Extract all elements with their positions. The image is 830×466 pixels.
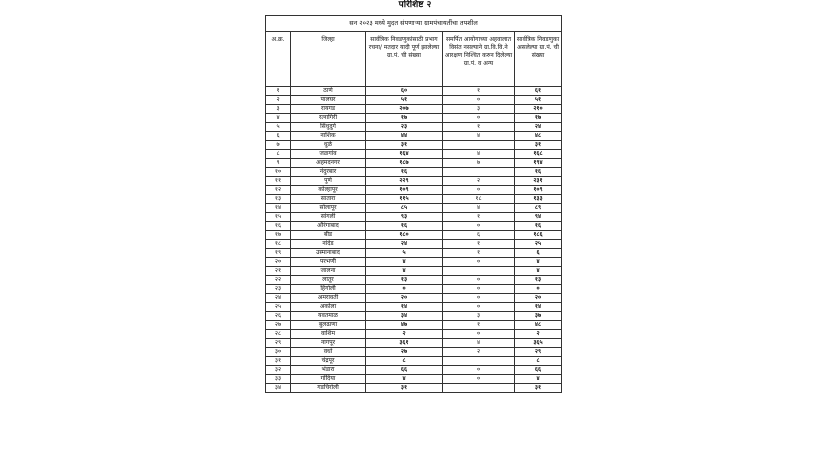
cell-district: सांगली (291, 213, 366, 222)
table-row (266, 159, 562, 168)
table-row (266, 339, 562, 348)
cell-serial: ३० (266, 348, 291, 357)
cell-reservation-count: ० (443, 276, 515, 285)
cell-district: सिंधुदुर्ग (291, 123, 366, 132)
table-caption: सन २०२३ मध्ये मुदत संपणाऱ्या ग्रामपंचायतींचा तपशील (266, 16, 562, 32)
cell-total-count: १९४ (515, 159, 562, 168)
cell-reservation-count: १ (443, 249, 515, 258)
table-row (266, 267, 562, 276)
cell-reservation-count (443, 267, 515, 276)
table-row (266, 231, 562, 240)
cell-total-count: १८६ (515, 231, 562, 240)
cell-reservation-count: १ (443, 213, 515, 222)
cell-district: गडचिरोली (291, 384, 366, 393)
cell-district: अकोला (291, 303, 366, 312)
cell-ready-count: ३१ (366, 384, 443, 393)
cell-serial: २३ (266, 285, 291, 294)
cell-district: नंदुरबार (291, 168, 366, 177)
cell-district: नांदेड (291, 240, 366, 249)
table-row (266, 177, 562, 186)
cell-district: चंद्रपूर (291, 357, 366, 366)
cell-reservation-count (443, 384, 515, 393)
cell-serial: १२ (266, 186, 291, 195)
cell-reservation-count: ० (443, 330, 515, 339)
cell-ready-count: १६४ (366, 150, 443, 159)
table-row (266, 312, 562, 321)
cell-total-count: १६८ (515, 150, 562, 159)
cell-ready-count: २४ (366, 240, 443, 249)
cell-total-count: ३७ (515, 312, 562, 321)
cell-reservation-count: १८ (443, 195, 515, 204)
cell-district: पालघर (291, 96, 366, 105)
table-row (266, 348, 562, 357)
cell-district: अमरावती (291, 294, 366, 303)
cell-district: पुणे (291, 177, 366, 186)
cell-district: नागपूर (291, 339, 366, 348)
table-row (266, 330, 562, 339)
cell-reservation-count: ० (443, 258, 515, 267)
cell-reservation-count: १ (443, 123, 515, 132)
cell-ready-count: ८५ (366, 204, 443, 213)
cell-serial: ४ (266, 114, 291, 123)
cell-ready-count: ० (366, 285, 443, 294)
table-row (266, 357, 562, 366)
table-row (266, 384, 562, 393)
cell-ready-count: २०७ (366, 105, 443, 114)
cell-ready-count: ११५ (366, 195, 443, 204)
column-header-ready: सार्वत्रिक निवडणुकांसाठी प्रभाग रचना/ मतदार यादी पूर्ण झालेल्या ग्रा.पं. ची संख्या (366, 32, 443, 87)
cell-serial: २८ (266, 330, 291, 339)
cell-reservation-count: ० (443, 96, 515, 105)
document-title: परिशिष्ट २ (398, 0, 432, 10)
cell-ready-count: ८ (366, 357, 443, 366)
cell-total-count: ४८ (515, 132, 562, 141)
cell-total-count: ८९ (515, 204, 562, 213)
cell-total-count: ६६ (515, 366, 562, 375)
cell-reservation-count: १ (443, 240, 515, 249)
cell-ready-count: ४ (366, 267, 443, 276)
cell-ready-count: १३ (366, 276, 443, 285)
cell-reservation-count: ४ (443, 132, 515, 141)
cell-district: नाशिक (291, 132, 366, 141)
column-header-total: सार्वत्रिक निवडणुका असलेल्या ग्रा.पं. ची संख्या (515, 32, 562, 87)
cell-serial: ८ (266, 150, 291, 159)
cell-ready-count: ३६१ (366, 339, 443, 348)
cell-total-count: २१० (515, 105, 562, 114)
table-row (266, 132, 562, 141)
table-row (266, 141, 562, 150)
cell-serial: ३२ (266, 366, 291, 375)
table-row (266, 321, 562, 330)
cell-district: कोल्हापूर (291, 186, 366, 195)
table-row (266, 285, 562, 294)
cell-serial: ३४ (266, 384, 291, 393)
table-row (266, 105, 562, 114)
cell-serial: २९ (266, 339, 291, 348)
table-row (266, 204, 562, 213)
cell-ready-count: १६ (366, 222, 443, 231)
cell-reservation-count: ० (443, 303, 515, 312)
cell-district: वर्धा (291, 348, 366, 357)
cell-total-count: ४ (515, 267, 562, 276)
cell-district: बीड (291, 231, 366, 240)
table-row (266, 213, 562, 222)
cell-reservation-count (443, 357, 515, 366)
cell-reservation-count: ० (443, 222, 515, 231)
cell-total-count: ४ (515, 258, 562, 267)
cell-district: धुळे (291, 141, 366, 150)
column-header-district: जिल्हा (291, 32, 366, 87)
cell-total-count: ० (515, 285, 562, 294)
cell-district: ठाणे (291, 87, 366, 96)
cell-ready-count: ५१ (366, 96, 443, 105)
cell-district: गोंदिया (291, 375, 366, 384)
table-row (266, 123, 562, 132)
table-row (266, 195, 562, 204)
cell-ready-count: ४७ (366, 321, 443, 330)
cell-ready-count: ५ (366, 249, 443, 258)
table-header-row (266, 32, 562, 87)
gram-panchayat-table (265, 15, 562, 393)
cell-serial: ११ (266, 177, 291, 186)
table-row (266, 240, 562, 249)
cell-district: बुलढाणा (291, 321, 366, 330)
cell-reservation-count: ० (443, 366, 515, 375)
cell-ready-count: २ (366, 330, 443, 339)
cell-reservation-count: १ (443, 87, 515, 96)
cell-reservation-count: ३ (443, 105, 515, 114)
cell-reservation-count: ४ (443, 150, 515, 159)
cell-serial: २७ (266, 321, 291, 330)
cell-total-count: २५ (515, 240, 562, 249)
cell-district: सोलापूर (291, 204, 366, 213)
cell-reservation-count: १ (443, 321, 515, 330)
cell-reservation-count (443, 168, 515, 177)
table-row (266, 366, 562, 375)
table-row (266, 375, 562, 384)
cell-serial: ७ (266, 141, 291, 150)
cell-total-count: १३३ (515, 195, 562, 204)
cell-serial: ९ (266, 159, 291, 168)
cell-total-count: ९४ (515, 213, 562, 222)
cell-total-count: १०९ (515, 186, 562, 195)
cell-reservation-count: २ (443, 177, 515, 186)
cell-ready-count: १०९ (366, 186, 443, 195)
cell-serial: ५ (266, 123, 291, 132)
cell-reservation-count: ० (443, 285, 515, 294)
column-header-reservation: समर्पित आयोगाच्या अहवालात विसंत नसल्याने ग्रा.वि.वि.ने आरक्षण निश्चित करुन दिलेल्या ग्रा.पं. व अन्य (443, 32, 515, 87)
cell-reservation-count: ३ (443, 312, 515, 321)
table-body (266, 87, 562, 393)
cell-total-count: ३१ (515, 141, 562, 150)
cell-reservation-count: ० (443, 375, 515, 384)
table-row (266, 150, 562, 159)
cell-ready-count: ३१ (366, 141, 443, 150)
cell-serial: १८ (266, 240, 291, 249)
cell-total-count: ६१ (515, 87, 562, 96)
cell-total-count: ५१ (515, 96, 562, 105)
cell-serial: १५ (266, 213, 291, 222)
cell-ready-count: ६६ (366, 366, 443, 375)
cell-ready-count: २३ (366, 123, 443, 132)
cell-serial: १९ (266, 249, 291, 258)
table-row (266, 303, 562, 312)
cell-serial: ६ (266, 132, 291, 141)
cell-serial: ३३ (266, 375, 291, 384)
cell-ready-count: २२९ (366, 177, 443, 186)
cell-district: वाशिम (291, 330, 366, 339)
cell-serial: १३ (266, 195, 291, 204)
cell-serial: १० (266, 168, 291, 177)
table-row (266, 258, 562, 267)
cell-district: लातूर (291, 276, 366, 285)
cell-reservation-count: ७ (443, 159, 515, 168)
cell-reservation-count: २ (443, 348, 515, 357)
data-table-container (265, 15, 561, 393)
cell-total-count: २० (515, 294, 562, 303)
cell-reservation-count: ६ (443, 231, 515, 240)
cell-ready-count: ४४ (366, 132, 443, 141)
cell-total-count: १४ (515, 303, 562, 312)
cell-reservation-count: ४ (443, 204, 515, 213)
cell-total-count: १३ (515, 276, 562, 285)
cell-total-count: ६ (515, 249, 562, 258)
table-row (266, 186, 562, 195)
cell-total-count: १६ (515, 168, 562, 177)
cell-serial: २१ (266, 267, 291, 276)
cell-total-count: २९ (515, 348, 562, 357)
cell-ready-count: २० (366, 294, 443, 303)
cell-ready-count: २७ (366, 348, 443, 357)
cell-serial: १ (266, 87, 291, 96)
cell-serial: २० (266, 258, 291, 267)
table-row (266, 87, 562, 96)
cell-district: औरंगाबाद (291, 222, 366, 231)
cell-serial: २५ (266, 303, 291, 312)
cell-ready-count: ६० (366, 87, 443, 96)
cell-total-count: २ (515, 330, 562, 339)
cell-serial: २ (266, 96, 291, 105)
cell-reservation-count (443, 141, 515, 150)
cell-ready-count: १७ (366, 114, 443, 123)
cell-ready-count: १८० (366, 231, 443, 240)
cell-reservation-count: ० (443, 294, 515, 303)
cell-serial: २२ (266, 276, 291, 285)
cell-total-count: ३६५ (515, 339, 562, 348)
table-row (266, 294, 562, 303)
cell-ready-count: ४ (366, 375, 443, 384)
cell-district: रत्नागिरी (291, 114, 366, 123)
cell-district: जालना (291, 267, 366, 276)
cell-serial: ३१ (266, 357, 291, 366)
cell-district: रायगड (291, 105, 366, 114)
cell-total-count: २३१ (515, 177, 562, 186)
cell-ready-count: १८७ (366, 159, 443, 168)
table-row (266, 249, 562, 258)
cell-serial: २४ (266, 294, 291, 303)
cell-total-count: १६ (515, 222, 562, 231)
cell-ready-count: १४ (366, 303, 443, 312)
cell-total-count: ३१ (515, 384, 562, 393)
cell-serial: ३ (266, 105, 291, 114)
cell-serial: १६ (266, 222, 291, 231)
cell-ready-count: ९३ (366, 213, 443, 222)
cell-district: अहमदनगर (291, 159, 366, 168)
cell-reservation-count: ४ (443, 339, 515, 348)
cell-ready-count: ४ (366, 258, 443, 267)
cell-ready-count: १६ (366, 168, 443, 177)
cell-total-count: ४८ (515, 321, 562, 330)
cell-district: उस्मानाबाद (291, 249, 366, 258)
cell-district: परभणी (291, 258, 366, 267)
column-header-serial: अ.क्र. (266, 32, 291, 87)
table-row (266, 276, 562, 285)
table-row (266, 114, 562, 123)
cell-reservation-count: ० (443, 186, 515, 195)
cell-district: यवतमाळ (291, 312, 366, 321)
cell-total-count: ८ (515, 357, 562, 366)
cell-serial: २६ (266, 312, 291, 321)
cell-ready-count: ३४ (366, 312, 443, 321)
table-row (266, 96, 562, 105)
cell-total-count: ४ (515, 375, 562, 384)
cell-reservation-count: ० (443, 114, 515, 123)
table-row (266, 168, 562, 177)
cell-district: हिंगोली (291, 285, 366, 294)
cell-total-count: १७ (515, 114, 562, 123)
cell-district: जळगांव (291, 150, 366, 159)
cell-district: भंडारा (291, 366, 366, 375)
table-row (266, 222, 562, 231)
cell-serial: १७ (266, 231, 291, 240)
cell-district: सातारा (291, 195, 366, 204)
cell-serial: १४ (266, 204, 291, 213)
cell-total-count: २४ (515, 123, 562, 132)
